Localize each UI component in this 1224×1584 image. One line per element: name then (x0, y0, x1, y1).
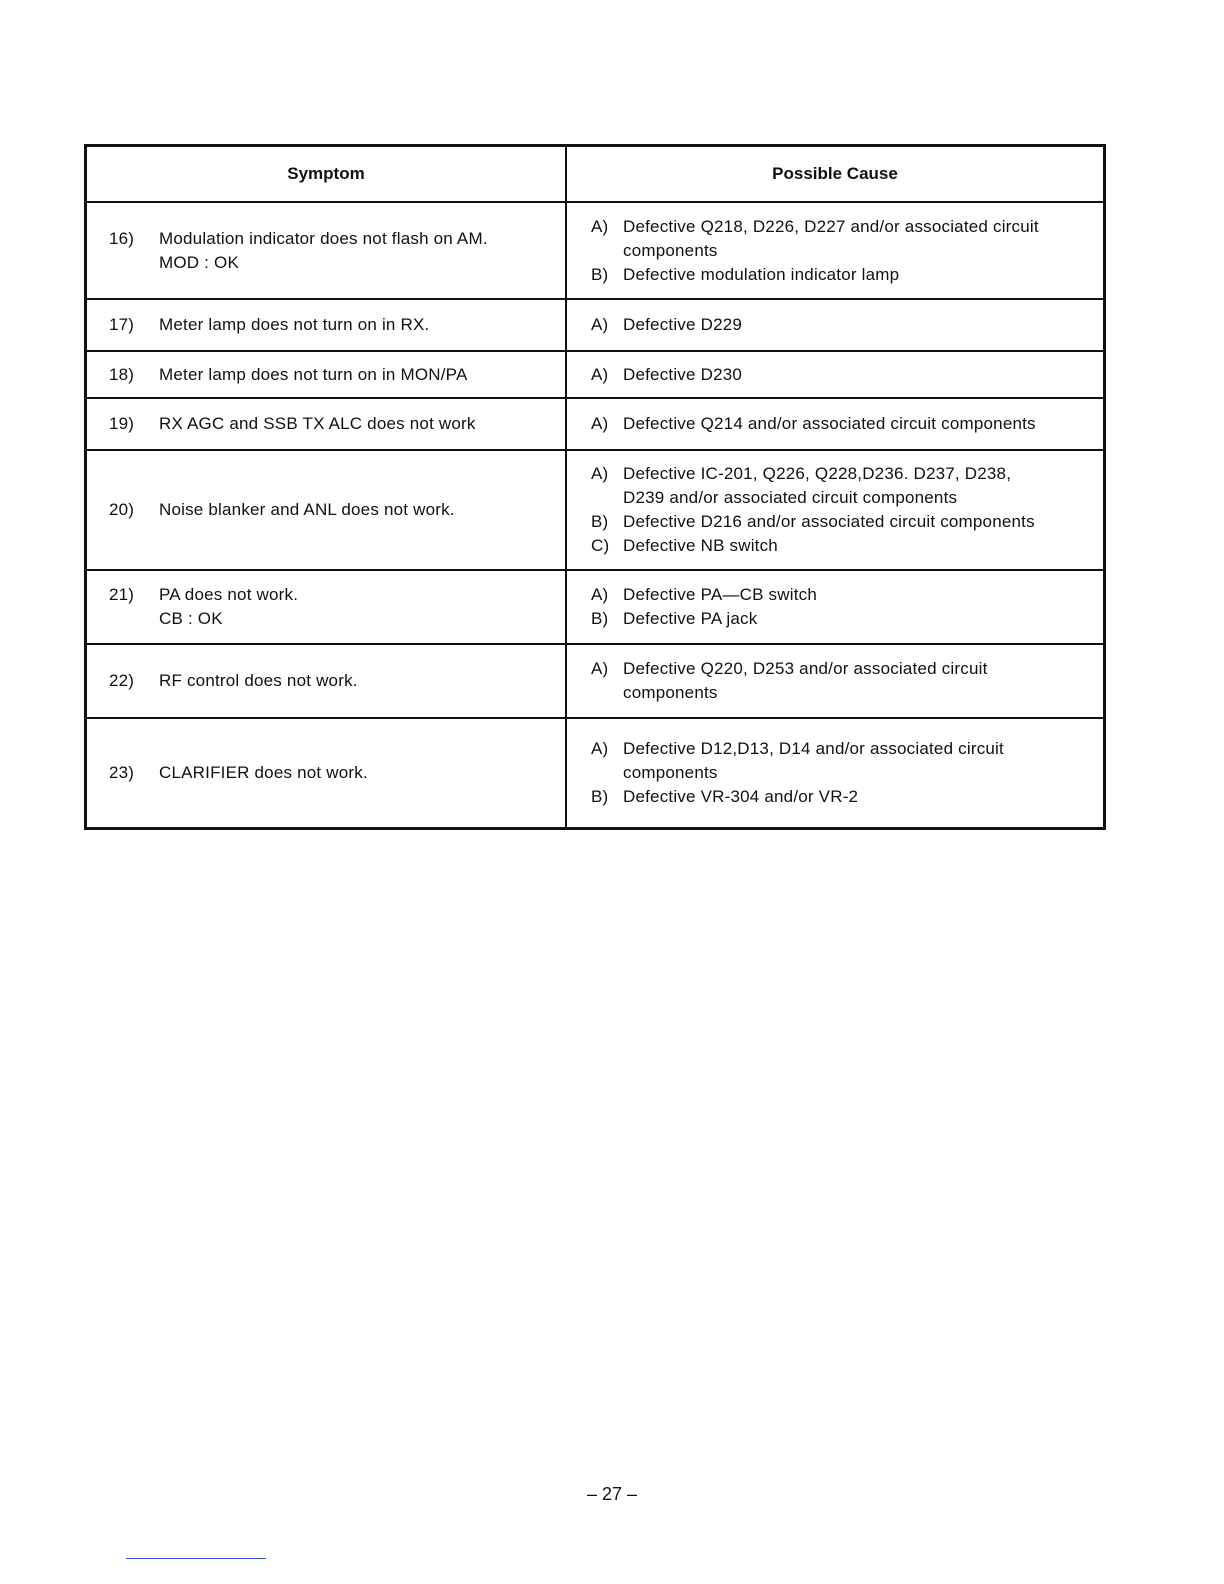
table-row (87, 449, 1103, 569)
cause-text: Defective D229 (623, 315, 743, 334)
cause-cell (567, 203, 1103, 298)
cause-cell (567, 571, 1103, 643)
cause-letter: A) (591, 364, 609, 384)
cause-letter: A) (591, 739, 609, 758)
symptom-text: Modulation indicator does not flash on AM. (159, 228, 488, 248)
cause-letter: A) (591, 585, 609, 604)
cause-letter: A) (591, 659, 609, 678)
table-row (87, 643, 1103, 717)
table-row (87, 350, 1103, 397)
row-number: 18) (109, 364, 135, 384)
symptom-text: Meter lamp does not turn on in MON/PA (159, 364, 468, 384)
possible-cause-column-header: Possible Cause (772, 164, 898, 183)
row-number: 23) (109, 763, 135, 782)
symptom-column-header: Symptom (87, 147, 567, 201)
cause-text: Defective D216 and/or associated circuit components (623, 512, 1035, 531)
cause-text: Defective Q220, D253 and/or associated circuit components (623, 659, 988, 702)
cause-cell (567, 451, 1103, 569)
cause-text: Defective PA jack (623, 609, 758, 628)
troubleshooting-table (84, 144, 1106, 830)
symptom-cell (87, 571, 567, 643)
cause-cell (567, 352, 1103, 397)
symptom-cell (87, 399, 567, 449)
cause-letter: A) (591, 315, 609, 334)
cause-text: Defective VR-304 and/or VR-2 (623, 787, 859, 806)
cause-cell (567, 719, 1103, 827)
symptom-cell (87, 203, 567, 298)
cause-text: Defective Q218, D226, D227 and/or associated circuit components (623, 216, 1039, 260)
cause-cell (567, 300, 1103, 350)
symptom-text: Noise blanker and ANL does not work. (159, 500, 455, 519)
table-row (87, 201, 1103, 298)
row-number: 22) (109, 671, 135, 690)
cause-text: Defective modulation indicator lamp (623, 264, 900, 284)
cause-letter: B) (591, 264, 609, 284)
footer-rule (126, 1558, 266, 1559)
cause-cell (567, 399, 1103, 449)
symptom-subtext: MOD : OK (159, 252, 239, 272)
cause-text: Defective IC-201, Q226, Q228,D236. D237, D238, D239 and/or associated circuit components (623, 464, 1012, 507)
table-header-row (87, 147, 1103, 201)
cause-letter: B) (591, 787, 609, 806)
row-number: 19) (109, 414, 135, 433)
symptom-cell (87, 719, 567, 827)
table-row (87, 569, 1103, 643)
row-number: 20) (109, 500, 135, 519)
cause-letter: B) (591, 609, 609, 628)
symptom-cell (87, 451, 567, 569)
symptom-text: PA does not work. (159, 585, 299, 604)
table-row (87, 298, 1103, 350)
cause-cell (567, 645, 1103, 717)
cause-text: Defective PA—CB switch (623, 585, 817, 604)
cause-letter: A) (591, 216, 609, 236)
cause-letter: B) (591, 512, 609, 531)
page-number: – 27 – (586, 1484, 638, 1504)
symptom-text: RF control does not work. (159, 671, 358, 690)
symptom-cell (87, 352, 567, 397)
table-row (87, 717, 1103, 827)
symptom-subtext: CB : OK (159, 609, 223, 628)
row-number: 21) (109, 585, 135, 604)
cause-letter: C) (591, 536, 610, 555)
row-number: 16) (109, 228, 135, 248)
cause-text: Defective D12,D13, D14 and/or associated circuit components (623, 739, 1004, 782)
symptom-cell (87, 645, 567, 717)
symptom-text: RX AGC and SSB TX ALC does not work (159, 414, 476, 433)
cause-letter: A) (591, 464, 609, 483)
symptom-cell (87, 300, 567, 350)
cause-letter: A) (591, 414, 609, 433)
cause-text: Defective NB switch (623, 536, 778, 555)
table-row (87, 397, 1103, 449)
symptom-text: Meter lamp does not turn on in RX. (159, 315, 430, 334)
cause-text: Defective D230 (623, 364, 743, 384)
row-number: 17) (109, 315, 135, 334)
cause-text: Defective Q214 and/or associated circuit components (623, 414, 1036, 433)
symptom-text: CLARIFIER does not work. (159, 763, 368, 782)
